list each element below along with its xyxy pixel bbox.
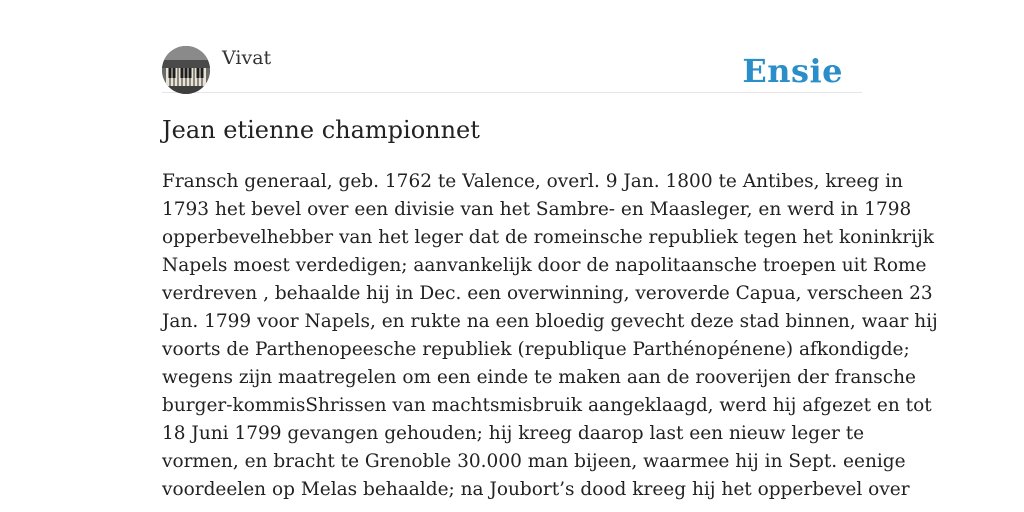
article-body — [162, 168, 938, 504]
body-line: 1793 het bevel over een divisie van het Sambre- en Maasleger, en werd in 1798 — [162, 199, 912, 220]
body-line: verdreven , behaalde hij in Dec. een overwinning, veroverde Capua, verscheen 23 — [162, 283, 933, 304]
site-header — [162, 46, 862, 93]
body-line: Jan. 1799 voor Napels, en rukte na een bloedig gevecht deze stad binnen, waar hij — [162, 311, 938, 332]
body-line: vormen, en bracht te Grenoble 30.000 man bijeen, waarmee hij in Sept. eenige — [162, 451, 906, 472]
body-line: burger-kommisShrissen van machtsmisbruik aangeklaagd, werd hij afgezet en tot — [162, 395, 932, 416]
body-line: voordeelen op Melas behaalde; na Joubort’s dood kreeg hij het opperbevel over — [162, 479, 910, 500]
article-title: Jean etienne championnet — [162, 116, 480, 144]
body-line: voorts de Parthenopeesche republiek (republique Parthénopénene) afkondigde; — [162, 339, 910, 360]
body-line: 18 Juni 1799 gevangen gehouden; hij kreeg daarop last een nieuw leger te — [162, 423, 865, 444]
ensie-logo[interactable]: Ensie — [742, 52, 843, 90]
body-line: Napels moest verdedigen; aanvankelijk door de napolitaansche troepen uit Rome — [162, 255, 927, 276]
author-avatar[interactable] — [162, 46, 210, 94]
body-line: wegens zijn maatregelen om een einde te maken aan de rooverijen der fransche — [162, 367, 916, 388]
author-name[interactable]: Vivat — [222, 47, 272, 69]
piano-keys-avatar-icon — [162, 46, 210, 94]
body-line: opperbevelhebber van het leger dat de romeinsche republiek tegen het koninkrijk — [162, 227, 934, 248]
body-line: Fransch generaal, geb. 1762 te Valence, overl. 9 Jan. 1800 te Antibes, kreeg in — [162, 171, 903, 192]
